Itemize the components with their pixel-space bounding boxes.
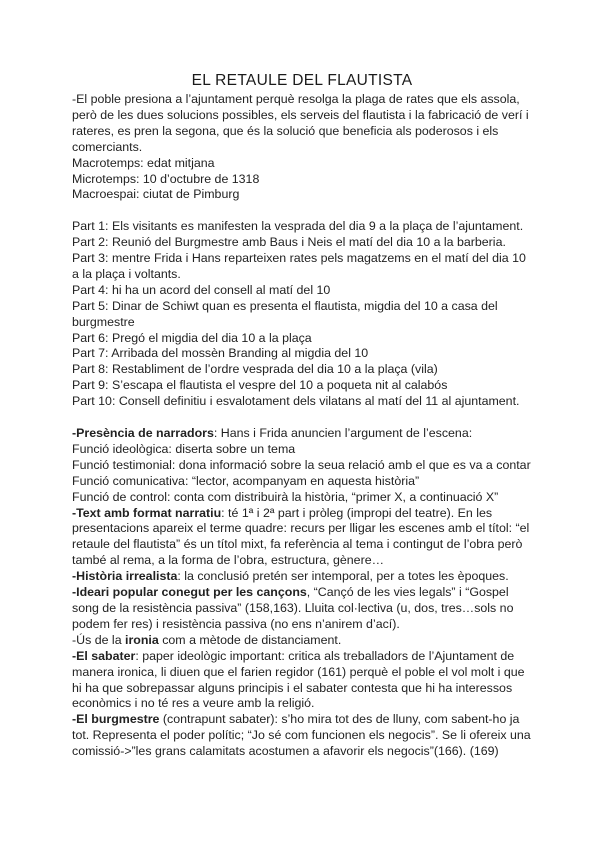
part-1: Part 1: Els visitants es manifesten la vesprada del dia 9 a la plaça de l’ajuntament. (72, 219, 524, 234)
part-5: Part 5: Dinar de Schiwt quan es presenta el flautista, migdia del 10 a casa del burgmestre (72, 298, 498, 329)
irony-post: com a mètode de distanciament. (158, 632, 342, 647)
sabater-heading: -El sabater (72, 648, 136, 663)
part-8: Part 8: Restabliment de l’ordre vesprada del dia 10 a la plaça (vila) (72, 362, 438, 377)
narrators-paragraph (72, 426, 532, 442)
ideari-heading: -Ideari popular conegut per les cançons (72, 585, 307, 600)
part-2: Part 2: Reunió del Burgmestre amb Baus i Neis el matí del dia 10 a la barberia. (72, 235, 506, 250)
function-comunicativa: Funció comunicativa: “lector, acompanyam en aquesta història” (72, 473, 420, 488)
part-4: Part 4: hi ha un acord del consell al matí del 10 (72, 282, 331, 297)
format-heading: -Text amb format narratiu (72, 505, 222, 520)
irony-heading: ironia (125, 632, 159, 647)
intro-paragraph: -El poble presiona a l’ajuntament perquè resolga la plaga de rates que els assola, però de les dues solucions possibles, els serveis del flautista i la fabricació de verí i rateres, es pren la segona, que és la solució que beneficia als poderosos i els comerciants. (72, 92, 529, 154)
format-paragraph (72, 506, 532, 570)
part-10: Part 10: Consell definitiu i esvalotament dels vilatans al matí del 11 al ajuntament. (72, 394, 520, 409)
history-paragraph (72, 569, 532, 585)
narrators-text: : Hans i Frida anuncien l’argument de l’escena: (213, 426, 473, 440)
part-6: Part 6: Pregó el migdia del dia 10 a la plaça (72, 330, 312, 345)
ideari-paragraph (72, 585, 532, 633)
sabater-text: : paper ideològic important: critica als treballadors de l’Ajuntament de manera ironica, li diuen que el farien regidor (161) perquè el poble el vol molt i que hi ha que sobrepassar alguns principis i el sabater contesta que hi ha interessos econòmics i no té res a veure amb la religió. (72, 648, 525, 711)
part-3: Part 3: mentre Frida i Hans reparteixen rates pels magatzems en el matí del dia 10 a la plaça i voltants. (72, 251, 526, 281)
setting-macrotemps: Macrotemps: edat mitjana (72, 155, 215, 170)
history-text: : la conclusió pretén ser intemporal, per a totes les èpoques. (177, 569, 509, 584)
setting-macroespai: Macroespai: ciutat de Pimburg (72, 187, 240, 202)
document-page (72, 70, 532, 760)
setting-microtemps: Microtemps: 10 d’octubre de 1318 (72, 171, 260, 186)
function-control: Funció de control: conta com distribuirà la història, “primer X, a continuació X” (72, 489, 499, 504)
document-title: EL RETAULE DEL FLAUTISTA (191, 72, 413, 89)
function-testimonial: Funció testimonial: dona informació sobre la seua relació amb el que es va a contar (72, 457, 531, 472)
burgmestre-text: (contrapunt sabater): s’ho mira tot des de lluny, com sabent-ho ja tot. Representa el poder polític; “Jo sé com funcionen els negocis”. Se li ofereix una comissió->”les grans calamitats acostumen a afavorir els negocis”(166). (169) (72, 712, 531, 759)
irony-pre: -Ús de la (72, 632, 126, 647)
spacer (72, 203, 532, 219)
spacer (72, 410, 532, 426)
function-ideologica: Funció ideològica: diserta sobre un tema (72, 441, 296, 456)
burgmestre-heading: -El burgmestre (72, 712, 160, 727)
sabater-paragraph (72, 649, 532, 713)
narrators-heading: -Presència de narradors (72, 426, 214, 440)
part-9: Part 9: S’escapa el flautista el vespre del 10 a poqueta nit al calabós (72, 378, 448, 393)
ideari-text: , “Cançó de les vies legals” i “Gospel song de la resistència passiva” (158,163). Lluita col·lectiva (u, dos, tres…sols no podem fer res) i resistència passiva (no ens n’anirem d’ací). (72, 585, 514, 631)
irony-paragraph (72, 633, 532, 649)
format-text: : té 1ª i 2ª part i pròleg (impropi del teatre). En les presentacions apareix el terme quadre: recurs per lligar les escenes amb el títol: “el retaule del flautista” és un títol mixt, fa referència al tema i contingut de l’obra però també al rema, a la forma de l’obra, estructura, gènere… (72, 505, 530, 568)
part-7: Part 7: Arribada del mossèn Branding al migdia del 10 (72, 346, 369, 361)
history-heading: -Història irrealista (72, 569, 178, 584)
burgmestre-paragraph (72, 712, 532, 760)
